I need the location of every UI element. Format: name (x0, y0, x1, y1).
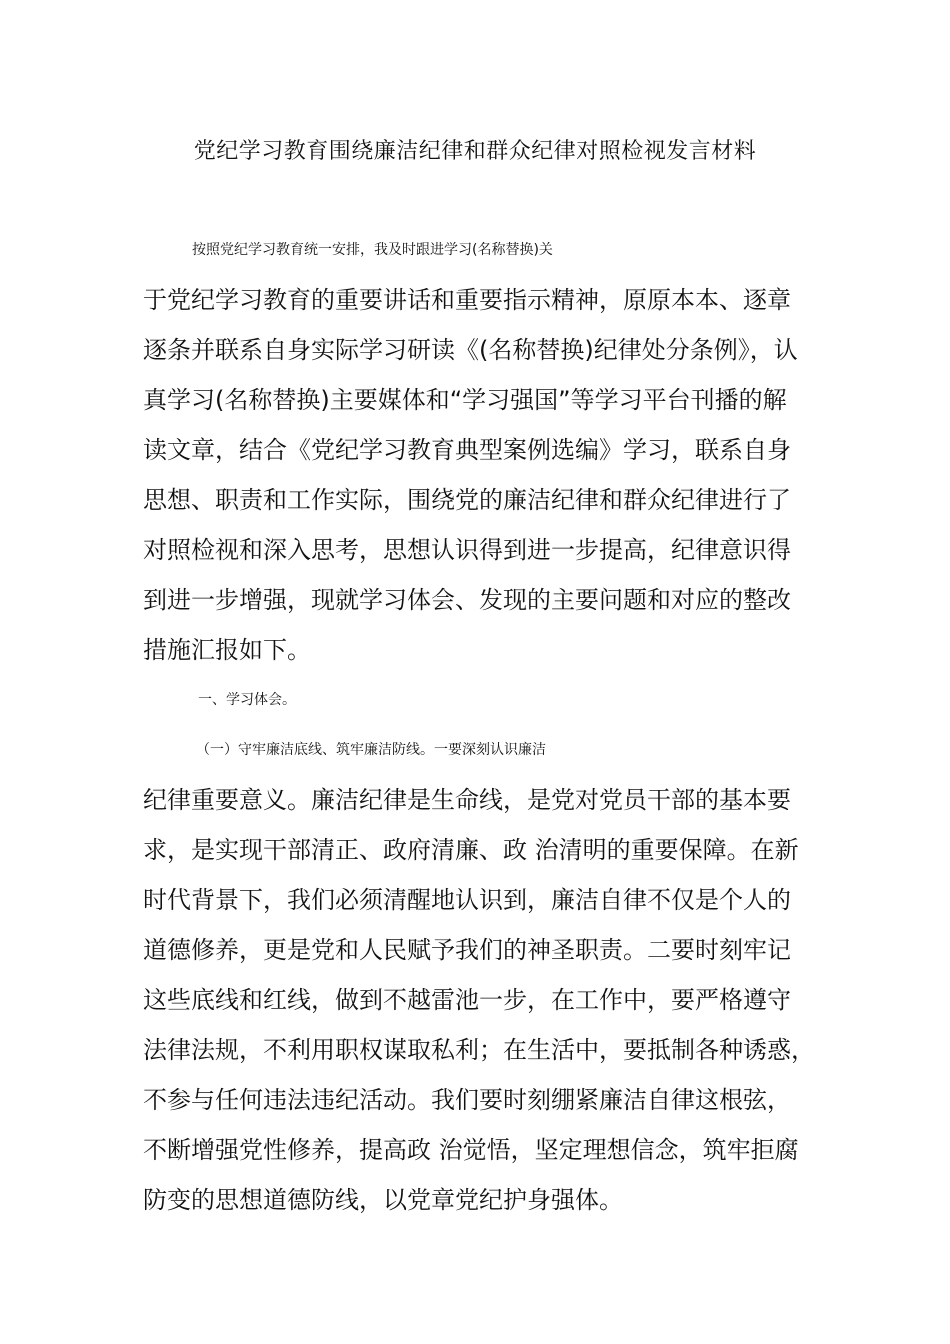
paragraph-line: 时代背景下，我们必须清醒地认识到，廉洁自律不仅是个人的 (143, 886, 791, 914)
section-heading: 一、学习体会。 (198, 692, 296, 708)
paragraph-line: 读文章，结合《党纪学习教育典型案例选编》学习，联系自身 (143, 436, 791, 464)
paragraph-line: 求，是实现干部清正、政府清廉、政 治清明的重要保障。在新 (143, 836, 799, 864)
paragraph-line: 真学习(名称替换)主要媒体和“学习强国”等学习平台刊播的解 (143, 386, 787, 414)
paragraph-line: 防变的思想道德防线，以党章党纪护身强体。 (143, 1186, 623, 1214)
paragraph-line: 于党纪学习教育的重要讲话和重要指示精神，原原本本、逐章 (143, 286, 791, 314)
paragraph-line: 思想、职责和工作实际，围绕党的廉洁纪律和群众纪律进行了 (143, 486, 791, 514)
paragraph-line: 不断增强党性修养，提高政 治觉悟，坚定理想信念，筑牢拒腐 (143, 1136, 799, 1164)
paragraph-line: 不参与任何违法违纪活动。我们要时刻绷紧廉洁自律这根弦， (143, 1086, 791, 1114)
paragraph-line: （一）守牢廉洁底线、筑牢廉洁防线。一要深刻认识廉洁 (196, 742, 546, 758)
paragraph-line: 道德修养，更是党和人民赋予我们的神圣职责。二要时刻牢记 (143, 936, 791, 964)
document-title: 党纪学习教育围绕廉洁纪律和群众纪律对照检视发言材料 (193, 139, 757, 164)
paragraph-line: 法律法规，不利用职权谋取私利；在生活中，要抵制各种诱惑， (143, 1036, 815, 1064)
paragraph-line: 到进一步增强，现就学习体会、发现的主要问题和对应的整改 (143, 586, 791, 614)
paragraph-line: 对照检视和深入思考，思想认识得到进一步提高，纪律意识得 (143, 536, 791, 564)
paragraph-line: 这些底线和红线，做到不越雷池一步，在工作中，要严格遵守 (143, 986, 791, 1014)
paragraph-line: 措施汇报如下。 (143, 636, 311, 664)
paragraph-line: 按照党纪学习教育统一安排，我及时跟进学习(名称替换)关 (192, 242, 553, 258)
paragraph-line: 逐条并联系自身实际学习研读《(名称替换)纪律处分条例》，认 (143, 336, 798, 364)
paragraph-line: 纪律重要意义。廉洁纪律是生命线，是党对党员干部的基本要 (143, 786, 791, 814)
